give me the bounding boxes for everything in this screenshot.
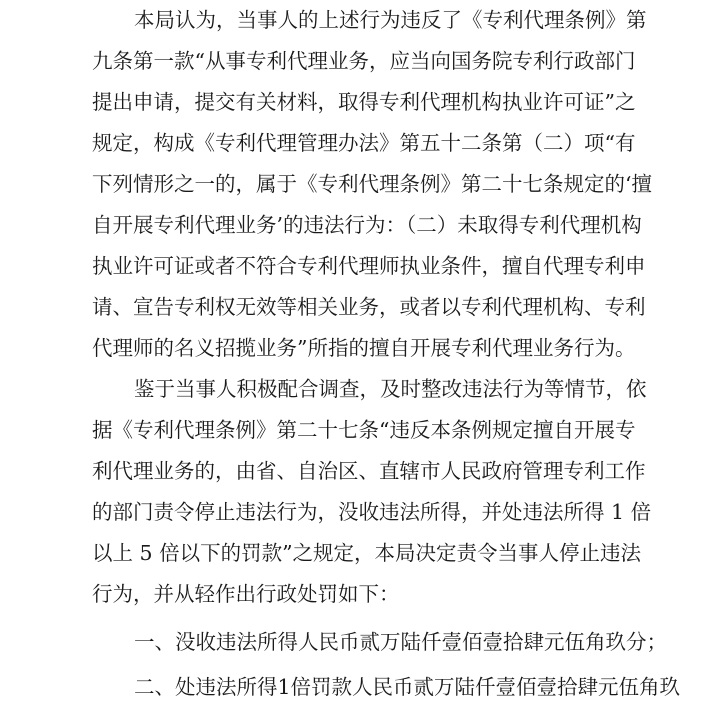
paragraph-line: 的部门责令停止违法行为，没收违法所得，并处违法所得 1 倍 <box>92 500 652 524</box>
paragraph-line: 请、宣告专利权无效等相关业务，或者以专利代理机构、专利 <box>92 295 646 319</box>
paragraph-line: 代理师的名义招揽业务”所指的擅自开展专利代理业务行为。 <box>92 336 636 360</box>
paragraph-line: 以上 5 倍以下的罚款”之规定，本局决定责令当事人停止违法 <box>92 541 642 565</box>
paragraph-line: 行为，并从轻作出行政处罚如下： <box>92 582 400 606</box>
list-item-line: 一、没收违法所得人民币贰万陆仟壹佰壹拾肆元伍角玖分； <box>134 630 667 654</box>
paragraph-line: 利代理业务的，由省、自治区、直辖市人民政府管理专利工作 <box>92 459 646 483</box>
paragraph-line: 执业许可证或者不符合专利代理师执业条件，擅自代理专利申 <box>92 254 646 278</box>
paragraph-line: 鉴于当事人积极配合调查，及时整改违法行为等情节，依 <box>134 377 647 401</box>
paragraph-line: 提出申请，提交有关材料，取得专利代理机构执业许可证”之 <box>92 90 636 114</box>
paragraph-line: 九条第一款“从事专利代理业务，应当向国务院专利行政部门 <box>92 49 636 73</box>
paragraph-line: 自开展专利代理业务’的违法行为：（二）未取得专利代理机构 <box>92 213 642 237</box>
list-item-line: 二、处违法所得1倍罚款人民币贰万陆仟壹佰壹拾肆元伍角玖 <box>134 675 681 699</box>
paragraph-line: 据《专利代理条例》第二十七条“违反本条例规定擅自开展专 <box>92 418 636 442</box>
paragraph-line: 本局认为，当事人的上述行为违反了《专利代理条例》第 <box>134 8 647 32</box>
paragraph-line: 下列情形之一的，属于《专利代理条例》第二十七条规定的‘擅 <box>92 172 653 196</box>
paragraph-line: 规定，构成《专利代理管理办法》第五十二条第（二）项“有 <box>92 131 636 155</box>
